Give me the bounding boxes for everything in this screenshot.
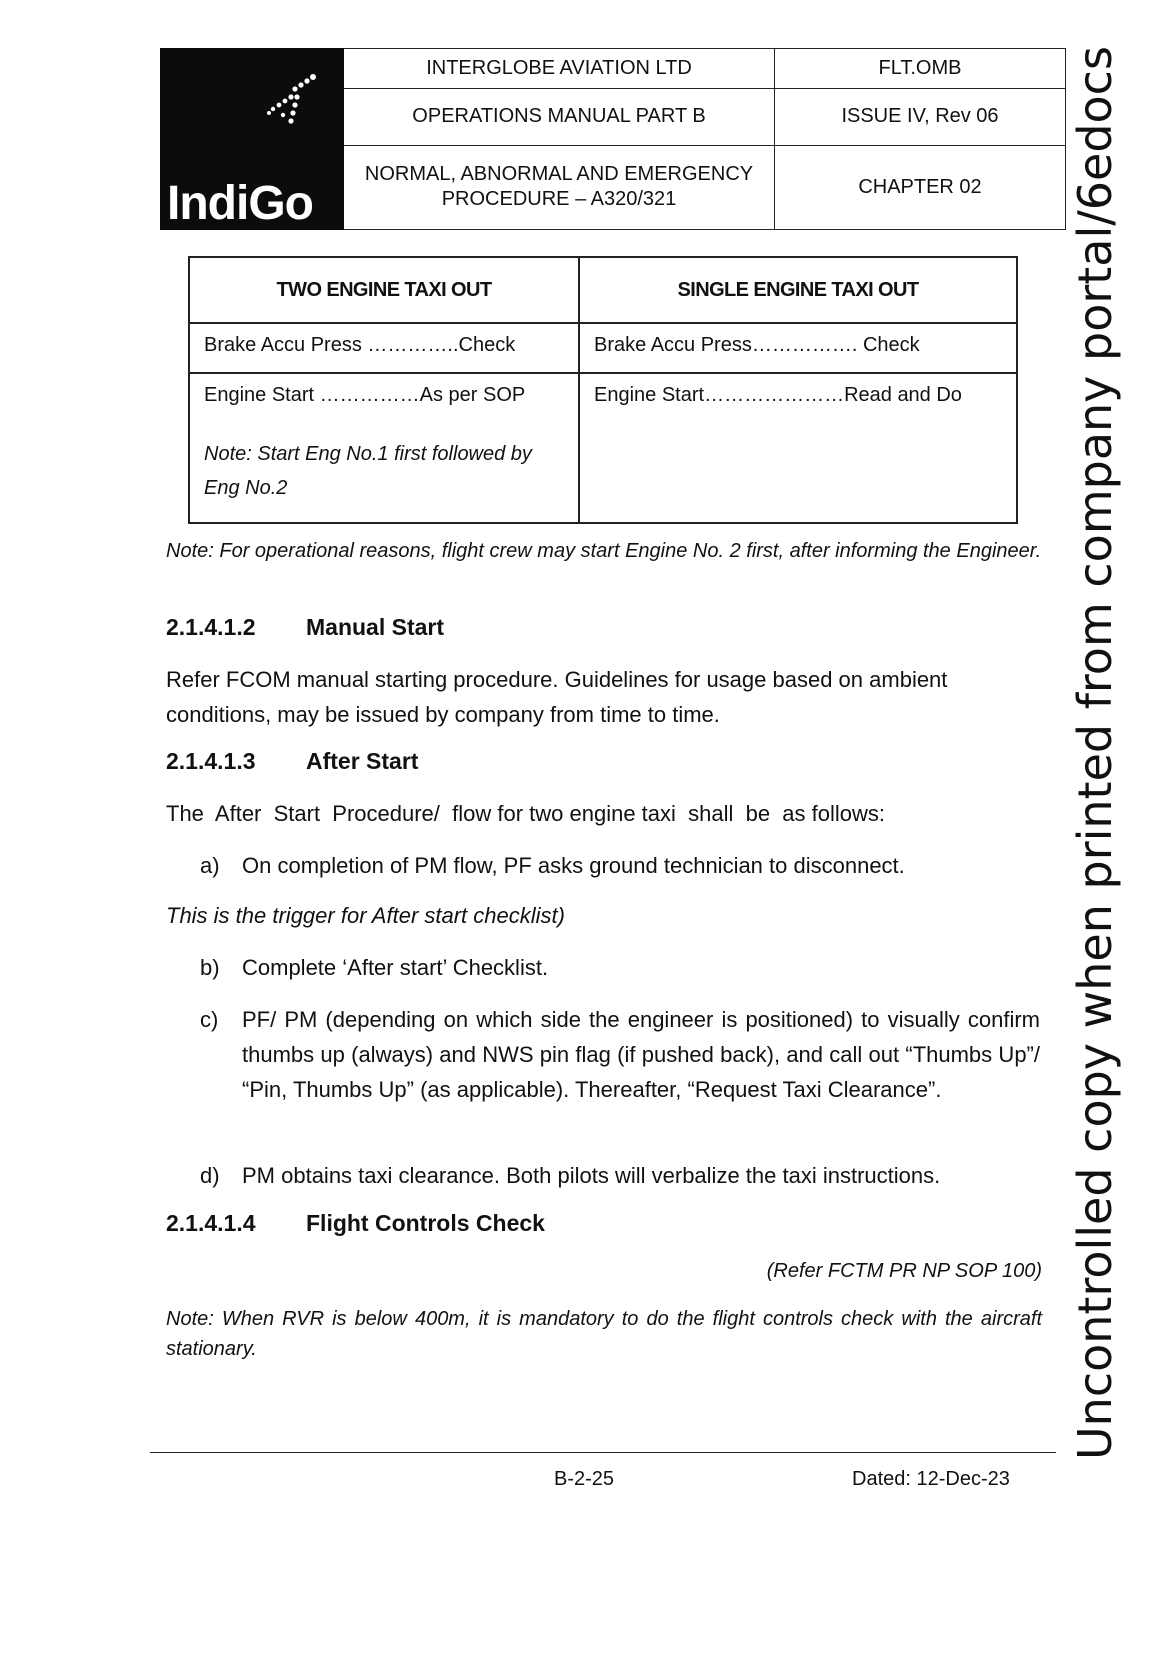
section-flight-controls [166,1210,545,1237]
engine-order-note: Note: Start Eng No.1 first followed by Eng No.2 [204,443,532,499]
aircraft-dots-icon [261,67,321,137]
section-title: After Start [306,748,419,774]
list-item-b [200,950,1040,985]
single-engine-brake-accu: Brake Accu Press……………. Check [579,323,1017,373]
two-engine-brake-accu: Brake Accu Press …………..Check [189,323,579,373]
document-header [160,48,1066,230]
procedure-title [344,145,775,229]
list-label: a) [200,853,220,878]
uncontrolled-copy-watermark: Uncontrolled copy when printed from company portal/6edocs [1068,46,1122,1460]
two-engine-start: Engine Start ……………As per SOP [204,384,526,406]
section-title: Manual Start [306,614,445,640]
procedure-line-2: PROCEDURE – A320/321 [441,188,677,211]
list-label: c) [200,1007,219,1032]
two-engine-start-cell [189,373,579,523]
page-number: B-2-25 [554,1468,615,1490]
manual-name: OPERATIONS MANUAL PART B [344,89,775,145]
footer-date: Dated: 12-Dec-23 [852,1468,1010,1490]
manual-start-text: Refer FCOM manual starting procedure. Guidelines for usage based on ambient conditions, may be issued by company from time to time. [166,667,948,727]
list-text: Complete ‘After start’ Checklist. [242,955,549,980]
section-title: Flight Controls Check [306,1210,545,1236]
section-after-start [166,748,418,775]
list-text: PM obtains taxi clearance. Both pilots will verbalize the taxi instructions. [242,1163,941,1188]
chapter: CHAPTER 02 [775,145,1066,229]
issue-rev: ISSUE IV, Rev 06 [775,89,1066,145]
list-text: On completion of PM flow, PF asks ground technician to disconnect. [242,853,905,878]
after-start-intro: The After Start Procedure/ flow for two engine taxi shall be as follows: [166,801,886,826]
engine-note: Note: For operational reasons, flight crew may start Engine No. 2 first, after informing the Engineer. [166,540,1042,562]
fctm-reference: (Refer FCTM PR NP SOP 100) [766,1260,1042,1282]
logo-text: IndiGo [167,177,313,229]
section-number: 2.1.4.1.2 [166,614,256,640]
footer-divider [150,1452,1056,1453]
taxi-out-table [188,256,1018,524]
rvr-note: Note: When RVR is below 400m, it is mandatory to do the flight controls check with the aircraft stationary. [166,1308,1042,1360]
section-number: 2.1.4.1.3 [166,748,256,774]
list-text: PF/ PM (depending on which side the engineer is positioned) to visually confirm thumbs up (always) and NWS pin flag (if pushed back), and call out “Thumbs Up”/ “Pin, Thumbs Up” (as applicable). Thereafter, “Request Taxi Clearance”. [242,1007,1040,1102]
list-item-c [200,1002,1040,1107]
doc-code: FLT.OMB [775,49,1066,89]
list-item-d [200,1158,1040,1193]
list-item-a [200,848,1040,883]
trigger-note: This is the trigger for After start checklist) [166,903,565,928]
single-engine-start: Engine Start…………………Read and Do [579,373,1017,523]
section-manual-start [166,614,444,641]
single-engine-header: SINGLE ENGINE TAXI OUT [579,257,1017,323]
procedure-line-1: NORMAL, ABNORMAL AND EMERGENCY [364,163,754,186]
list-label: b) [200,955,220,980]
list-label: d) [200,1163,220,1188]
company-logo [161,49,344,230]
section-number: 2.1.4.1.4 [166,1210,256,1236]
company-name: INTERGLOBE AVIATION LTD [344,49,775,89]
two-engine-header: TWO ENGINE TAXI OUT [189,257,579,323]
